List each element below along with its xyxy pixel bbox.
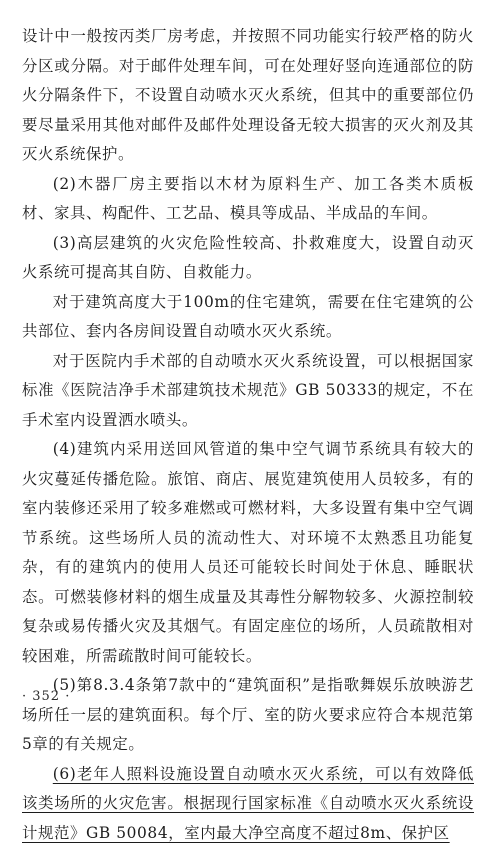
paragraph-hospital-surgery: 对于医院内手术部的自动喷水灭火系统设置，可以根据国家标准《医院洁净手术部建筑技术规范》GB 50333的规定，不在手术室内设置洒水喷头。 [22, 347, 474, 436]
paragraph-item-6: (6)老年人照料设施设置自动喷水灭火系统，可以有效降低该类场所的火灾危害。根据现行国家标准《自动喷水灭火系统设计规范》GB 50084，室内最大净空高度不超过8m、保护区 [22, 760, 474, 848]
page-number: · 352 · [22, 688, 70, 706]
paragraph-item-5: (5)第8.3.4条第7款中的“建筑面积”是指歌舞娱乐放映游艺场所任一层的建筑面积。每个厅、室的防火要求应符合本规范第5章的有关规定。 [22, 671, 474, 760]
paragraph-item-4: (4)建筑内采用送回风管道的集中空气调节系统具有较大的火灾蔓延传播危险。旅馆、商店、展览建筑使用人员较多，有的室内装修还采用了较多难燃或可燃材料，大多设置有集中空气调节系统。这些场所人员的流动性大、对环境不太熟悉且功能复杂，有的建筑内的使用人员还可能较长时间处于休息、睡眠状态。可燃装修材料的烟生成量及其毒性分解物较多、火源控制较复杂或易传播火灾及其烟气。有固定座位的场所，人员疏散相对较困难，所需疏散时间可能较长。 [22, 435, 474, 671]
paragraph-item-2: (2)木器厂房主要指以木材为原料生产、加工各类木质板材、家具、构配件、工艺品、模具等成品、半成品的车间。 [22, 170, 474, 229]
document-page [22, 22, 474, 712]
paragraph-item-3: (3)高层建筑的火灾危险性较高、扑救难度大，设置自动灭火系统可提高其自防、自救能力。 [22, 229, 474, 288]
paragraph-continuation: 设计中一般按丙类厂房考虑，并按照不同功能实行较严格的防火分区或分隔。对于邮件处理车间，可在处理好竖向连通部位的防火分隔条件下，不设置自动喷水灭火系统，但其中的重要部位仍要尽量采用其他对邮件及邮件处理设备无较大损害的灭火剂及其灭火系统保护。 [22, 22, 474, 170]
paragraph-residential-height: 对于建筑高度大于100m的住宅建筑，需要在住宅建筑的公共部位、套内各房间设置自动喷水灭火系统。 [22, 288, 474, 347]
